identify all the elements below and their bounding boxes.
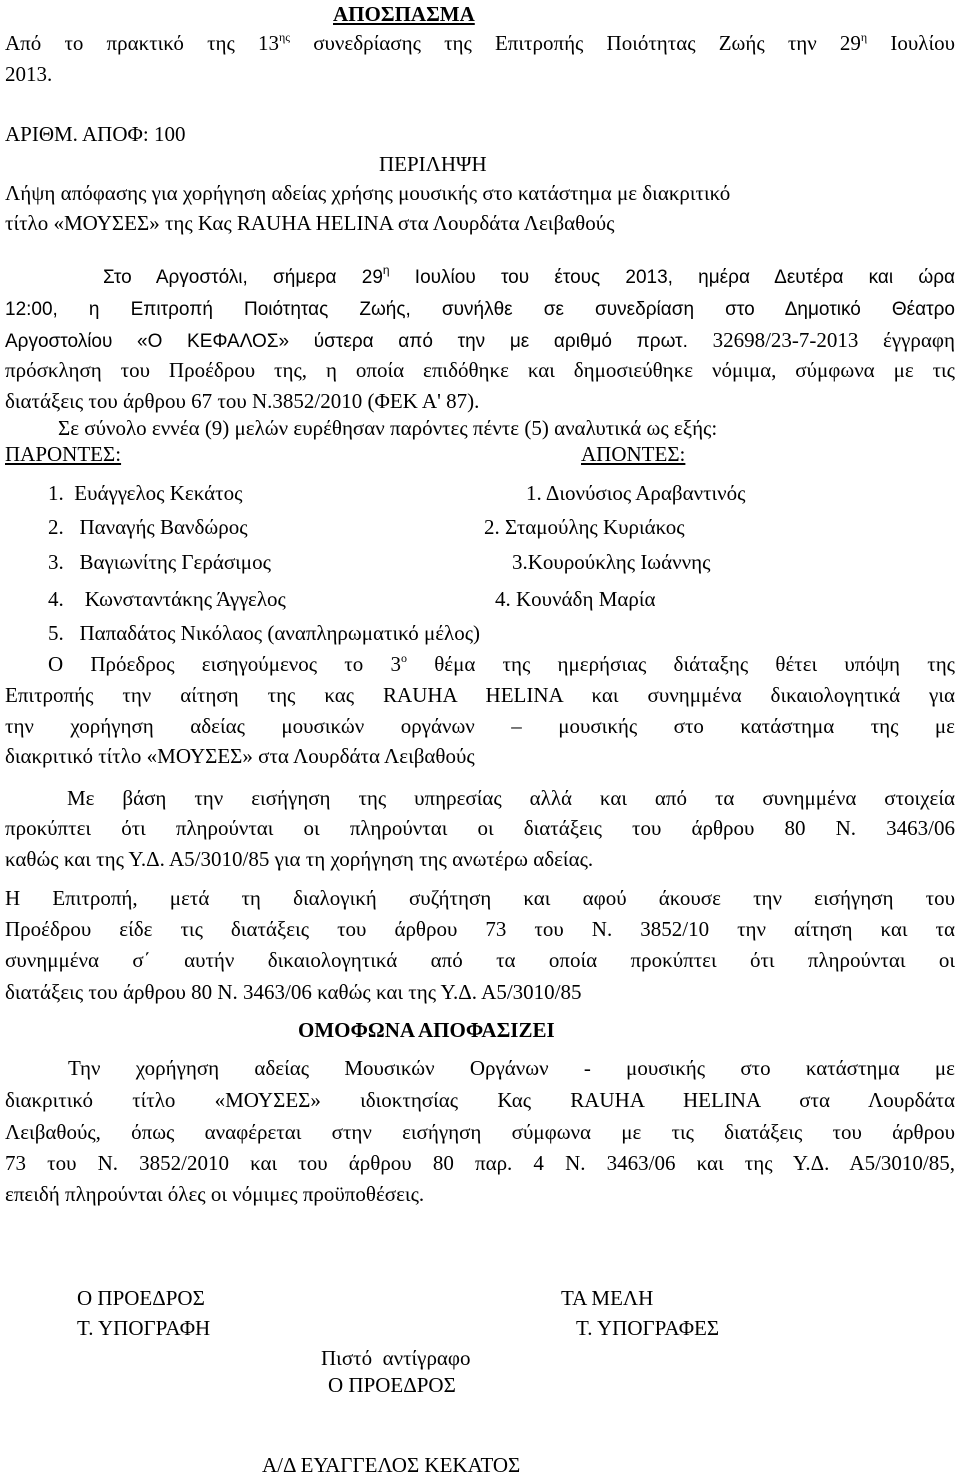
intro-line: 12:00, η Επιτροπή Ποιότητας Ζωής, συνήλθε σε συνεδρίαση στο Δημοτικό Θέατρο	[5, 299, 955, 320]
certified-copy: Πιστό αντίγραφο	[321, 1346, 471, 1370]
body-line: Ο Πρόεδρος εισηγούμενος το $3^o$ θέμα της ημερήσιας διάταξης θέτει υπόψη της	[48, 651, 955, 676]
quorum-line: Σε σύνολο εννέα (9) μελών ευρέθησαν παρόντες πέντε (5) αναλυτικά ως εξής:	[58, 416, 718, 440]
members-signature: Τ. ΥΠΟΓΡΑΦΕΣ	[576, 1316, 720, 1340]
body-line: καθώς και της Υ.Δ. Α5/3010/85 για τη χορήγηση της ανωτέρω αδείας.	[5, 847, 594, 871]
body-line: Προέδρου είδε τις διατάξεις του άρθρου 73 του Ν. 3852/10 την αίτηση και τα	[5, 917, 955, 941]
decision-heading: ΟΜΟΦΩΝΑ ΑΠΟΦΑΣΙΖΕΙ	[298, 1018, 555, 1042]
present-label: ΠΑΡΟΝΤΕΣ:	[5, 442, 122, 466]
absent-member: 2. Σταμούλης Κυριάκος	[484, 515, 685, 539]
body-line: Με βάση την εισήγηση της υπηρεσίας αλλά και από τα συνημμένα στοιχεία	[67, 786, 955, 810]
document-title: ΑΠΟΣΠΑΣΜΑ	[333, 2, 475, 26]
absent-member: 3.Κουρούκλης Ιωάννης	[512, 550, 711, 574]
body-line: διακριτικό τίτλο «ΜΟΥΣΕΣ» στα Λουρδάτα Λειβαθούς	[5, 744, 475, 768]
body-line: Η Επιτροπή, μετά τη διαλογική συζήτηση και αφού άκουσε την εισήγηση του	[5, 886, 955, 910]
body-line: επειδή πληρούνται όλες οι νόμιμες προϋποθέσεις.	[5, 1182, 425, 1206]
body-line: 73 του Ν. 3852/2010 και του άρθρου 80 παρ. 4 Ν. 3463/06 και της Υ.Δ. Α5/3010/85,	[5, 1151, 955, 1175]
header-year: 2013.	[5, 62, 53, 86]
intro-line: Αργοστολίου «Ο ΚΕΦΑΛΟΣ» ύστερα από την με αριθμό πρωτ. 32698/23-7-2013 έγγραφη	[5, 328, 955, 352]
present-member: 4. Κωνσταντάκης Άγγελος	[48, 587, 286, 611]
body-line: Επιτροπής την αίτηση της κας RAUHA HELINA και συνημμένα δικαιολογητικά για	[5, 683, 955, 707]
signatory-name: Α/Δ ΕΥΑΓΓΕΛΟΣ ΚΕΚΑΤΟΣ	[262, 1453, 521, 1477]
chair-signature: Τ. ΥΠΟΓΡΑΦΗ	[77, 1316, 211, 1340]
absent-member: 4. Κουνάδη Μαρία	[495, 587, 656, 611]
intro-line: πρόσκληση του Προέδρου της, η οποία επιδόθηκε και δημοσιεύθηκε νόμιμα, σύμφωνα με τις	[5, 358, 955, 382]
present-member: 3. Βαγιωνίτης Γεράσιμος	[48, 550, 271, 574]
body-line: Την χορήγηση αδείας Μουσικών Οργάνων - μουσικής στο κατάστημα με	[68, 1056, 955, 1080]
present-member: 1. Ευάγγελος Κεκάτος	[48, 481, 243, 505]
body-line: διατάξεις του άρθρου 80 Ν. 3463/06 καθώς και της Υ.Δ. Α5/3010/85	[5, 980, 582, 1004]
body-line: προκύπτει ότι πληρούνται οι πληρούνται οι διατάξεις του άρθρου 80 Ν. 3463/06	[5, 816, 955, 840]
intro-line: διατάξεις του άρθρου 67 του Ν.3852/2010 (ΦΕΚ Α' 87).	[5, 389, 480, 413]
body-line: συνημμένα σ΄ αυτήν δικαιολογητικά από τα οποία προκύπτει ότι πληρούνται οι	[5, 948, 955, 972]
decision-number: ΑΡΙΘΜ. ΑΠΟΦ: 100	[5, 122, 186, 146]
absent-member: 1. Διονύσιος Αραβαντινός	[526, 481, 746, 505]
present-member: 5. Παπαδάτος Νικόλαος (αναπληρωματικό μέλος)	[48, 621, 481, 645]
chair-label: Ο ΠΡΟΕΔΡΟΣ	[77, 1286, 205, 1310]
body-line: διακριτικό τίτλο «ΜΟΥΣΕΣ» ιδιοκτησίας Κας RAUHA HELINA στα Λουρδάτα	[5, 1088, 955, 1112]
body-line: την χορήγηση αδείας μουσικών οργάνων – μουσικής στο κατάστημα της με	[5, 714, 955, 738]
summary-title: ΠΕΡΙΛΗΨΗ	[379, 152, 487, 176]
absent-label: ΑΠΟΝΤΕΣ:	[581, 442, 686, 466]
summary-line: τίτλο «ΜΟΥΣΕΣ» της Κας RAUHA HELINA στα Λουρδάτα Λειβαθούς	[5, 211, 615, 235]
certified-chair: Ο ΠΡΟΕΔΡΟΣ	[328, 1373, 456, 1397]
summary-line: Λήψη απόφασης για χορήγηση αδείας χρήσης μουσικής στο κατάστημα με διακριτικό	[5, 181, 731, 205]
body-line: Λειβαθούς, όπως αναφέρεται στην εισήγηση σύμφωνα με τις διατάξεις του άρθρου	[5, 1120, 955, 1144]
intro-line: Στο Αργοστόλι, σήμερα $29^\eta$ Ιουλίου του έτους 2013, ημέρα Δευτέρα και ώρα	[103, 263, 955, 288]
members-label: ΤΑ ΜΕΛΗ	[561, 1286, 654, 1310]
present-member: 2. Παναγής Βανδώρος	[48, 515, 248, 539]
header-line: Από το πρακτικό της $13^{\eta\varsigma}$ συνεδρίασης της Επιτροπής Ποιότητας Ζωής την $29^\eta$ Ιουλίου	[5, 30, 955, 55]
